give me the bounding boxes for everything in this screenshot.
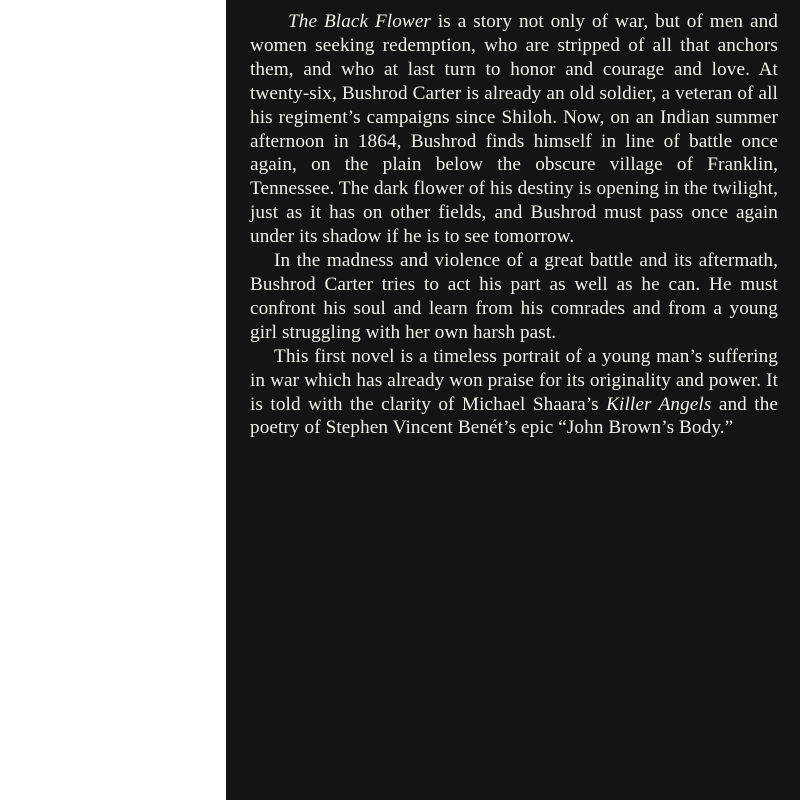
jacket-flap	[226, 0, 800, 800]
blurb-paragraph-3	[250, 345, 778, 441]
referenced-title: Killer Angels	[606, 393, 712, 415]
blurb-paragraph-1	[250, 10, 778, 249]
book-title: The Black Flower	[288, 11, 432, 32]
blurb-text	[250, 10, 778, 440]
paragraph-3-body-start: This first novel is a timeless portrait of a young man’s suffering in war which has already won praise for its originality and power. It is told with the clarity of Michael Shaara’s	[250, 345, 778, 415]
paragraph-2-body: In the madness and violence of a great battle and its aftermath, Bushrod Carter tries to act his part as well as he can. He must confront his soul and learn from his comrades and from a young girl struggling with her own harsh past.	[250, 250, 778, 343]
paragraph-3-body-end: and the poetry of Stephen Vincent Benét’s epic “John Brown’s Body.”	[250, 393, 779, 439]
blurb-paragraph-2	[250, 249, 778, 345]
paragraph-1-body: is a story not only of war, but of men and women seeking redemption, who are stripped of all that anchors them, and who at last turn to honor and courage and love. At twenty-six, Bushrod Carter is already an old soldier, a veteran of all his regiment’s campaigns since Shiloh. Now, on an Indian summer afternoon in 1864, Bushrod finds himself in line of battle once again, on the plain below the obscure village of Franklin, Tennessee. The dark flower of his destiny is opening in the twilight, just as it has on other fields, and Bushrod must pass once again under its shadow if he is to see tomorrow.	[250, 11, 778, 248]
